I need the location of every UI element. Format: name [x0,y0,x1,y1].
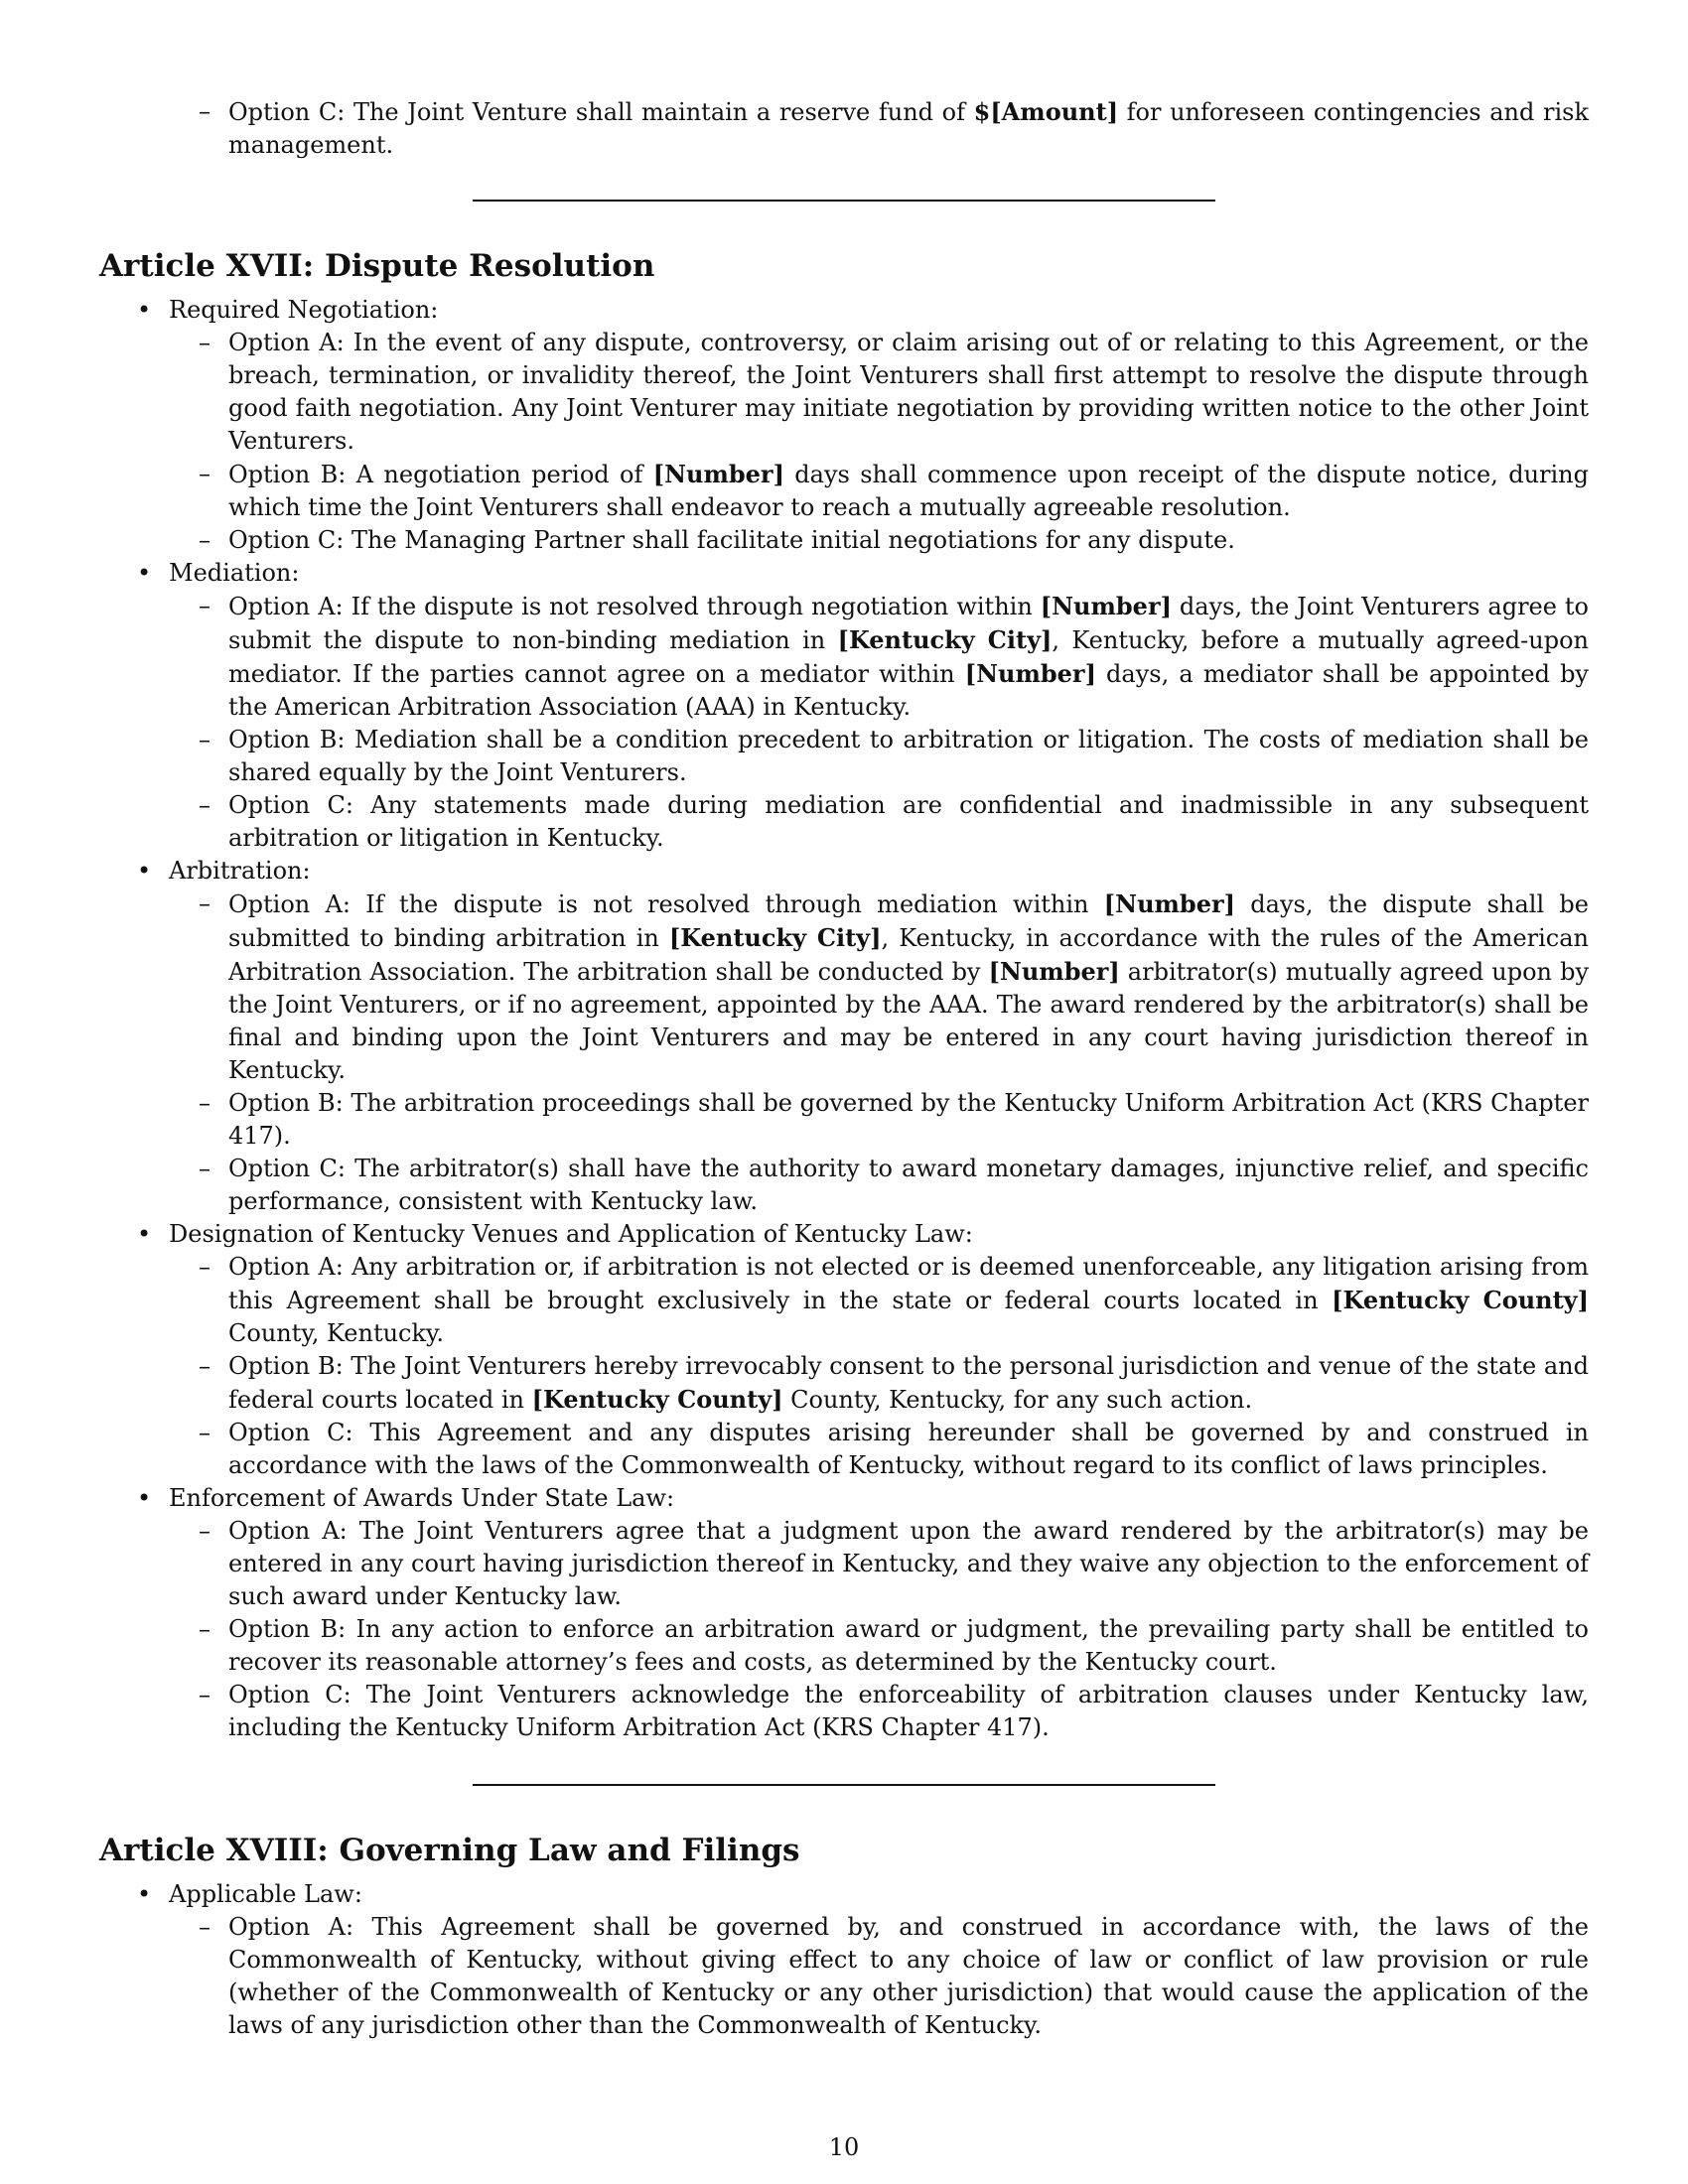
section-item [99,1482,1589,1744]
dash-marker: – [199,526,211,554]
placeholder-field: [Number] [652,460,784,488]
dash-marker: – [199,1352,211,1380]
dash-marker: – [199,726,211,753]
placeholder-field: [Number] [1040,592,1172,620]
dash-marker: – [199,592,211,619]
section-divider [473,1784,1215,1786]
option-text: for unforeseen contingencies and risk management. [228,98,1589,159]
article-17-list [99,294,1589,1744]
section-divider [473,200,1215,202]
option-item [169,1087,1589,1153]
section-label: Applicable Law: [169,1880,362,1908]
placeholder-field: [Number] [964,659,1096,688]
placeholder-field: [Number] [988,957,1120,986]
dash-marker: – [199,1253,211,1281]
section-item [99,1218,1589,1482]
dash-marker: – [199,1155,211,1182]
option-item [169,1251,1589,1350]
option-text: Option C: The Joint Venture shall maintain a reserve fund of [228,98,974,126]
option-item [169,1679,1589,1744]
dash-marker: – [199,460,211,487]
option-text: Option C: The Joint Venturers acknowledge the enforceability of arbitration clauses under Kentucky law, including the Kentucky Uniform Arbitration Act (KRS Chapter 417). [228,1681,1589,1741]
option-text: days shall commence upon receipt of the dispute notice, during which time the Joint Venturers shall endeavor to reach a mutually agreeable resolution. [228,461,1589,521]
bullet-marker: • [137,1880,152,1908]
option-item [169,1153,1589,1218]
option-list [169,1515,1589,1744]
section-item [99,557,1589,855]
dash-marker: – [199,97,211,125]
dash-marker: – [199,889,211,917]
option-text: Option A: In the event of any dispute, controversy, or claim arising out of or relating to this Agreement, or the breach, termination, or invalidity thereof, the Joint Venturers shall first attempt to resolve the dispute through good faith negotiation. Any Joint Venturer may initiate negotiation by providing written notice to the other Joint Venturers. [228,329,1589,455]
option-item [169,1515,1589,1613]
section-label: Designation of Kentucky Venues and Application of Kentucky Law: [169,1220,973,1248]
placeholder-field: [Kentucky County] [531,1385,783,1414]
option-list [169,327,1589,557]
bullet-marker: • [137,296,152,324]
option-text: Option B: The Joint Venturers hereby irrevocably consent to the personal jurisdiction and venue of the state and federal courts located in [228,1352,1589,1414]
placeholder-field: [Kentucky County] [1332,1286,1589,1314]
dash-marker: – [199,1419,211,1446]
section-item [99,294,1589,557]
placeholder-field: [Number] [1103,889,1235,918]
option-item [169,590,1589,724]
option-text: days, the dispute shall be submitted to binding arbitration in [228,890,1589,952]
placeholder-field: [Kentucky City] [837,625,1053,654]
option-text: Option A: If the dispute is not resolved through mediation within [228,890,1104,918]
option-text: Option C: The arbitrator(s) shall have the authority to award monetary damages, injunctive relief, and specific performance, consistent with Kentucky law. [228,1155,1589,1215]
option-text: Option B: The arbitration proceedings shall be governed by the Kentucky Uniform Arbitration Act (KRS Chapter 417). [228,1089,1589,1150]
dash-marker: – [199,1517,211,1545]
section-label: Mediation: [169,559,300,587]
dash-marker: – [199,1615,211,1643]
article-18-list [99,1878,1589,2042]
option-item [169,887,1589,1087]
option-text: Option A: If the dispute is not resolved through negotiation within [228,593,1041,620]
placeholder-field: [Kentucky City] [668,923,882,952]
section-item [99,1878,1589,2042]
option-text: Option A: This Agreement shall be governed by, and construed in accordance with, the laws of the Commonwealth of Kentucky, without giving effect to any choice of law or conflict of law provision or rule (whether of the Commonwealth of Kentucky or any other jurisdiction) that would cause the application of the laws of any jurisdiction other than the Commonwealth of Kentucky. [228,1913,1589,2039]
bullet-marker: • [137,1220,152,1248]
option-text: County, Kentucky, for any such action. [782,1386,1253,1414]
option-item [169,524,1589,557]
section-label: Required Negotiation: [169,296,439,324]
option-text: days, a mediator shall be appointed by the American Arbitration Association (AAA) in Kentucky. [228,660,1589,721]
option-text: , Kentucky, before a mutually agreed-upon mediator. If the parties cannot agree on a mediator within [228,626,1589,688]
option-text: days, the Joint Venturers agree to submit the dispute to non-binding mediation in [228,593,1589,654]
option-list [169,590,1589,855]
option-text: arbitrator(s) mutually agreed upon by the Joint Venturers, or if no agreement, appointed by the AAA. The award rendered by the arbitrator(s) shall be final and binding upon the Joint Venturers and may be entered in any court having jurisdiction thereof in Kentucky. [228,958,1589,1084]
option-list [169,1251,1589,1482]
option-text: Option B: A negotiation period of [228,461,653,488]
option-text: Option C: This Agreement and any disputes arising hereunder shall be governed by and construed in accordance with the laws of the Commonwealth of Kentucky, without regard to its conflict of laws principles. [228,1419,1589,1479]
dash-marker: – [199,1913,211,1941]
option-text: Option A: Any arbitration or, if arbitration is not elected or is deemed unenforceable, any litigation arising from this Agreement shall be brought exclusively in the state or federal courts located in [228,1253,1589,1314]
bullet-marker: • [137,1484,152,1512]
section-item [99,855,1589,1218]
continuation-option-c [99,95,1589,162]
option-list [169,887,1589,1218]
bullet-marker: • [137,559,152,587]
section-label: Enforcement of Awards Under State Law: [169,1484,675,1512]
option-text: Option C: Any statements made during mediation are confidential and inadmissible in any subsequent arbitration or litigation in Kentucky. [228,791,1589,852]
bullet-marker: • [137,857,152,885]
article-18-heading: Article XVIII: Governing Law and Filings [99,1833,800,1868]
document-page [99,95,1589,2042]
section-label: Arbitration: [169,857,311,885]
dash-marker: – [199,791,211,819]
dash-marker: – [199,1681,211,1708]
continuation-list [99,95,1589,162]
dash-marker: – [199,329,211,356]
option-text: Option A: The Joint Venturers agree that a judgment upon the award rendered by the arbitrator(s) may be entered in any court having jurisdiction thereof in Kentucky, and they waive any objection to the enforcement of such award under Kentucky law. [228,1517,1589,1610]
option-text: Option B: Mediation shall be a condition precedent to arbitration or litigation. The costs of mediation shall be shared equally by the Joint Venturers. [228,726,1589,786]
option-item [169,724,1589,789]
option-item [169,327,1589,458]
option-text: Option C: The Managing Partner shall facilitate initial negotiations for any dispute. [228,526,1235,554]
dash-marker: – [199,1089,211,1117]
placeholder-amount: $[Amount] [973,97,1119,126]
option-list [169,1911,1589,2042]
option-text: , Kentucky, in accordance with the rules of the American Arbitration Association. The arbitration shall be conducted by [228,924,1590,986]
option-item [169,458,1589,524]
option-item [169,1911,1589,2042]
option-item [169,1613,1589,1679]
page-number: 10 [828,2133,860,2161]
option-item [169,1350,1589,1417]
option-text: County, Kentucky. [228,1319,445,1347]
option-text: Option B: In any action to enforce an arbitration award or judgment, the prevailing party shall be entitled to recover its reasonable attorney’s fees and costs, as determined by the Kentucky court. [228,1615,1589,1676]
option-item [169,1417,1589,1482]
option-item [169,789,1589,855]
article-17-heading: Article XVII: Dispute Resolution [99,248,655,284]
